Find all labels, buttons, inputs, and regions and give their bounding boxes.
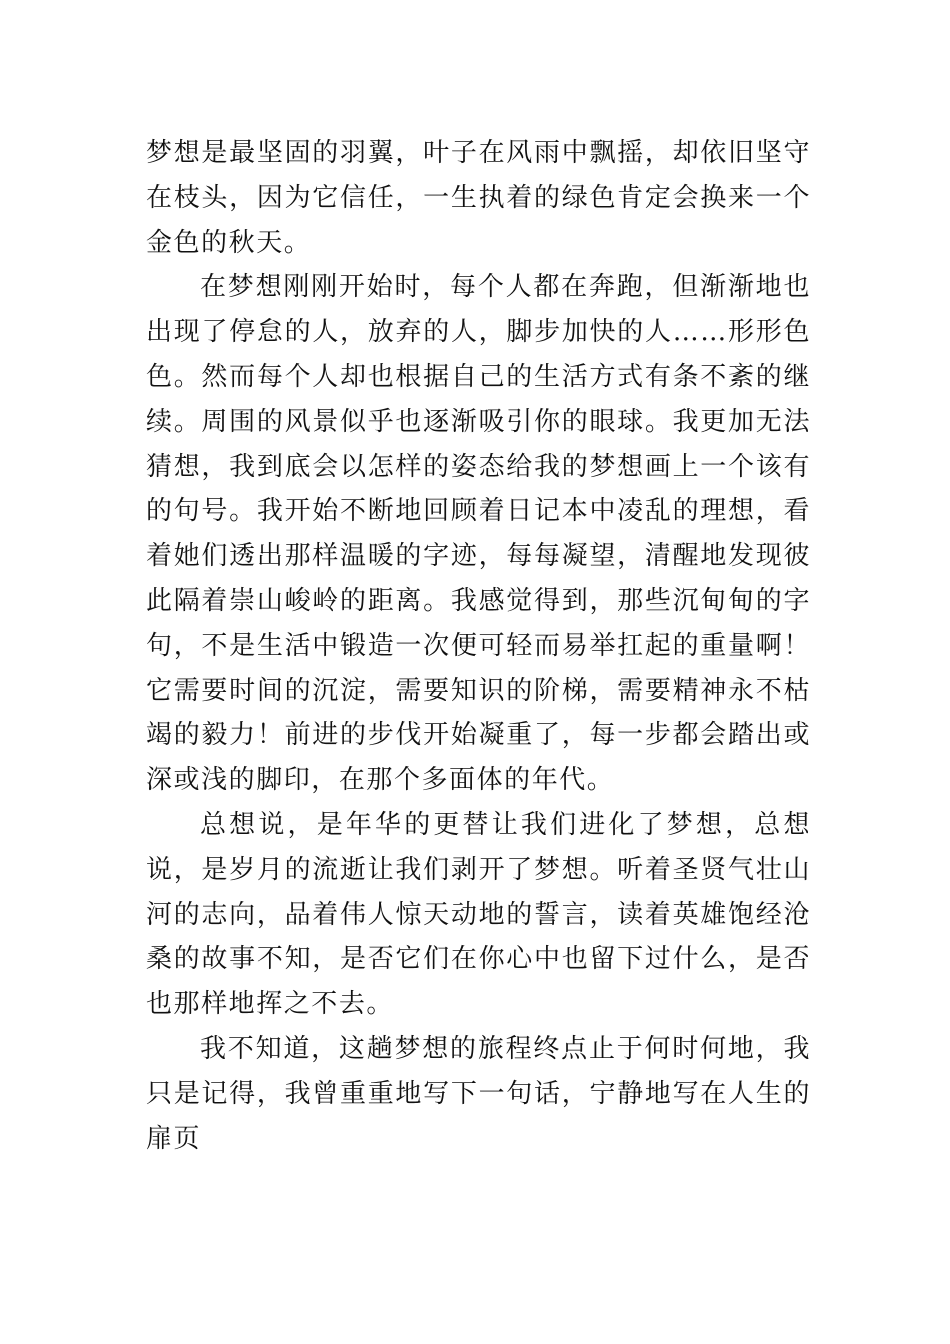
paragraph-2: 在梦想刚刚开始时，每个人都在奔跑，但渐渐地也出现了停怠的人，放弃的人，脚步加快的人……形形色色。然而每个人却也根据自己的生活方式有条不紊的继续。周围的风景似乎也逐渐吸引你的眼球。我更加无法猜想，我到底会以怎样的姿态给我的梦想画上一个该有的句号。我开始不断地回顾着日记本中凌乱的理想，看着她们透出那样温暖的字迹，每每凝望，清醒地发现彼此隔着崇山峻岭的距离。我感觉得到，那些沉甸甸的字句，不是生活中锻造一次便可轻而易举扛起的重量啊！它需要时间的沉淀，需要知识的阶梯，需要精神永不枯竭的毅力！前进的步伐开始凝重了，每一步都会踏出或深或浅的脚印，在那个多面体的年代。 (146, 272, 811, 796)
paragraph-4: 我不知道，这趟梦想的旅程终点止于何时何地，我只是记得，我曾重重地写下一句话，宁静地写在人生的扉页 (146, 1033, 811, 1154)
document-body (146, 131, 811, 1161)
paragraph-1: 梦想是最坚固的羽翼，叶子在风雨中飘摇，却依旧坚守在枝头，因为它信任，一生执着的绿色肯定会换来一个金色的秋天。 (146, 138, 811, 258)
paragraph-3: 总想说，是年华的更替让我们进化了梦想，总想说，是岁月的流逝让我们剥开了梦想。听着圣贤气壮山河的志向，品着伟人惊天动地的誓言，读着英雄饱经沧桑的故事不知，是否它们在你心中也留下过什么，是否也那样地挥之不去。 (146, 809, 811, 1020)
